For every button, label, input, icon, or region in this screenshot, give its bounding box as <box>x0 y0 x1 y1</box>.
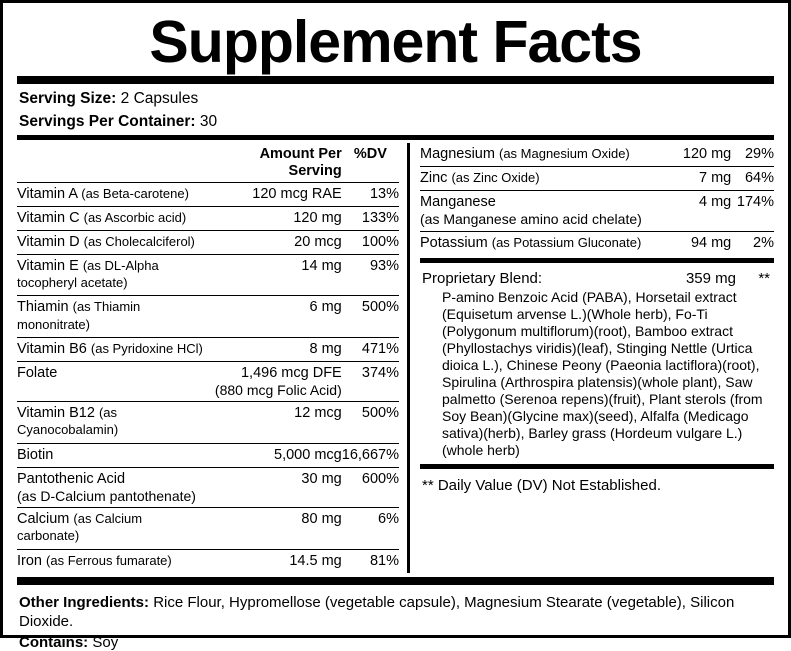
nutrient-source: (as Manganese amino acid chelate) <box>420 210 642 227</box>
nutrient-dv: 500% <box>342 402 399 443</box>
contains-label: Contains: <box>19 633 89 651</box>
nutrient-amount: 8 mg <box>208 337 342 361</box>
nutrient-dv: 2% <box>753 234 774 251</box>
serving-size-line <box>19 89 774 109</box>
table-row <box>17 337 399 361</box>
nutrient-dv: 374% <box>342 361 399 402</box>
nutrient-amount: 6 mg <box>208 296 342 337</box>
serving-size-label: Serving Size: <box>19 90 117 107</box>
other-ingredients-line <box>17 590 774 632</box>
table-row <box>17 255 399 296</box>
nutrient-dv: 29% <box>731 143 774 167</box>
nutrient-name <box>17 467 208 508</box>
nutrient-source: (as Calcium carbonate) <box>17 511 143 544</box>
table-row <box>420 231 774 255</box>
table-row <box>17 296 399 337</box>
nutrient-amount: 30 mg <box>208 467 342 508</box>
nutrient-label: Zinc <box>420 169 448 186</box>
servings-per-container-line <box>19 112 774 132</box>
serving-size-value: 2 Capsules <box>120 90 199 107</box>
divider-top <box>17 76 774 84</box>
table-row <box>17 549 399 573</box>
header-amount-per-serving: Amount Per Serving <box>208 143 342 183</box>
nutrient-source: (as Beta-carotene) <box>81 185 189 201</box>
nutrient-source: (as Potassium Gluconate) <box>491 234 642 250</box>
nutrient-table-left <box>17 143 399 573</box>
table-row <box>17 206 399 230</box>
nutrient-label: Thiamin <box>17 299 69 316</box>
proprietary-blend-amount: 359 mg <box>685 269 736 287</box>
nutrient-source: (as Zinc Oxide) <box>451 169 540 185</box>
nutrient-name <box>17 549 208 573</box>
nutrient-name <box>17 508 208 549</box>
nutrient-label: Potassium <box>420 234 488 251</box>
nutrient-name <box>420 143 676 167</box>
proprietary-blend-header <box>420 266 774 289</box>
nutrient-amount: 14 mg <box>208 255 342 296</box>
table-row <box>17 467 399 508</box>
nutrient-label: Magnesium <box>420 145 495 162</box>
nutrient-source: (as D-Calcium pantothenate) <box>17 487 196 504</box>
nutrient-label: Biotin <box>17 446 54 463</box>
nutrient-table-right <box>420 143 774 255</box>
contains-value: Soy <box>92 633 119 651</box>
nutrient-source: (as Magnesium Oxide) <box>498 145 630 161</box>
divider-above-other-ingredients <box>17 577 774 585</box>
nutrient-name <box>420 166 676 190</box>
nutrient-source: (as Pyridoxine HCl) <box>90 340 203 356</box>
nutrient-name <box>17 402 208 443</box>
proprietary-blend-ingredients: P-amino Benzoic Acid (PABA), Horsetail extract (Equisetum arvense L.)(Whole herb), Fo-Ti (Polygonum multiflorum)(root), Bamboo extract (Phyllostachys viridis)(leaf), Stinging Nettle (Urtica dioica L.), Chinese Peony (Paeonia lactiflora)(root), Spirulina (Arthrospira platensis)(whole plant), Saw palmetto (Serenoa repens)(fruit), Plant sterols (from Soy Bean)(Glycine max)(seed), Alfalfa (Medicago sativa)(herb), Barley grass (Hordeum vulgare L.)(whole herb) <box>442 288 763 459</box>
nutrient-name <box>17 361 208 402</box>
nutrition-column-left <box>17 143 407 573</box>
nutrient-amount: 120 mg <box>676 143 732 167</box>
table-row <box>420 143 774 167</box>
nutrient-dv: 174% <box>731 190 774 231</box>
nutrient-dv: 500% <box>342 296 399 337</box>
nutrient-amount: 4 mg <box>676 190 732 231</box>
nutrient-source: (as Ascorbic acid) <box>83 209 187 225</box>
dv-footnote: ** Daily Value (DV) Not Established. <box>422 477 661 495</box>
nutrient-amount: 120 mg <box>208 206 342 230</box>
nutrient-source: (as Thiamin mononitrate) <box>17 299 141 332</box>
table-row <box>17 361 399 402</box>
nutrient-dv: 133% <box>342 206 399 230</box>
nutrient-name <box>17 337 208 361</box>
nutrient-source: (as DL-Alpha tocopheryl acetate) <box>17 258 159 291</box>
nutrient-name <box>17 182 208 206</box>
nutrient-dv: 471% <box>342 337 399 361</box>
nutrient-label: Pantothenic Acid <box>17 470 126 487</box>
nutrient-label: Folate <box>17 364 58 381</box>
nutrient-name <box>17 206 208 230</box>
nutrient-label: Vitamin B12 <box>17 405 95 422</box>
nutrient-amount: 14.5 mg <box>289 552 342 569</box>
nutrient-amount-primary: 1,496 mcg DFE <box>240 364 342 381</box>
divider-below-blend <box>420 464 774 469</box>
nutrient-dv: 93% <box>342 255 399 296</box>
divider-below-serving <box>17 135 774 140</box>
nutrient-label: Vitamin C <box>17 209 80 226</box>
nutrient-amount: 12 mcg <box>208 402 342 443</box>
nutrient-dv: 13% <box>342 182 399 206</box>
nutrient-amount: 80 mg <box>208 508 342 549</box>
nutrient-amount-secondary: (880 mcg Folic Acid) <box>214 381 342 398</box>
nutrient-amount: 120 mcg RAE <box>208 182 342 206</box>
divider-above-blend <box>420 258 774 263</box>
nutrient-dv: 64% <box>731 166 774 190</box>
nutrient-name <box>420 190 676 231</box>
nutrient-label: Calcium <box>17 511 70 528</box>
other-ingredients-value: Rice Flour, Hypromellose (vegetable capsule), Magnesium Stearate (vegetable), Silicon Dioxide. <box>19 593 735 631</box>
servings-per-container-value: 30 <box>199 112 218 130</box>
nutrient-label: Manganese <box>420 193 496 210</box>
table-row <box>17 231 399 255</box>
nutrient-label: Vitamin D <box>17 234 80 251</box>
table-header-row <box>17 143 399 183</box>
nutrition-columns <box>17 143 774 573</box>
page-title: Supplement Facts <box>149 9 642 75</box>
nutrient-label: Vitamin A <box>17 185 78 202</box>
nutrient-dv: 16,667% <box>342 443 399 467</box>
nutrient-name <box>17 231 208 255</box>
nutrient-name <box>420 231 676 255</box>
table-row <box>17 443 399 467</box>
nutrient-name <box>17 443 208 467</box>
table-row <box>420 166 774 190</box>
header-spacer <box>17 143 208 183</box>
table-row <box>17 402 399 443</box>
other-ingredients-label: Other Ingredients: <box>19 593 150 611</box>
nutrient-dv: 6% <box>342 508 399 549</box>
nutrient-dv: 100% <box>342 231 399 255</box>
nutrient-amount <box>208 361 342 402</box>
nutrition-column-right <box>418 143 774 573</box>
proprietary-blend-dv: ** <box>758 269 770 287</box>
nutrient-name <box>17 255 208 296</box>
table-row <box>17 182 399 206</box>
nutrient-amount: 20 mcg <box>208 231 342 255</box>
nutrient-name <box>17 296 208 337</box>
nutrient-source: (as Cholecalciferol) <box>83 234 195 250</box>
table-row <box>17 508 399 549</box>
servings-per-container-label: Servings Per Container: <box>19 112 196 130</box>
nutrient-amount: 94 mg <box>690 234 732 251</box>
nutrient-label: Iron <box>17 552 42 569</box>
column-divider <box>407 143 410 573</box>
nutrient-dv: 600% <box>342 467 399 508</box>
table-row <box>420 190 774 231</box>
contains-line <box>17 632 774 651</box>
proprietary-blend-label: Proprietary Blend: <box>422 269 543 287</box>
header-percent-dv: %DV <box>342 143 399 183</box>
nutrient-source: (as Ferrous fumarate) <box>46 552 172 568</box>
nutrient-amount: 7 mg <box>676 166 732 190</box>
nutrient-dv: 81% <box>369 552 399 569</box>
nutrient-source: (as Cyanocobalamin) <box>17 405 119 438</box>
nutrient-amount: 5,000 mcg <box>208 443 342 467</box>
nutrient-label: Vitamin B6 <box>17 340 87 357</box>
nutrient-label: Vitamin E <box>17 258 79 275</box>
